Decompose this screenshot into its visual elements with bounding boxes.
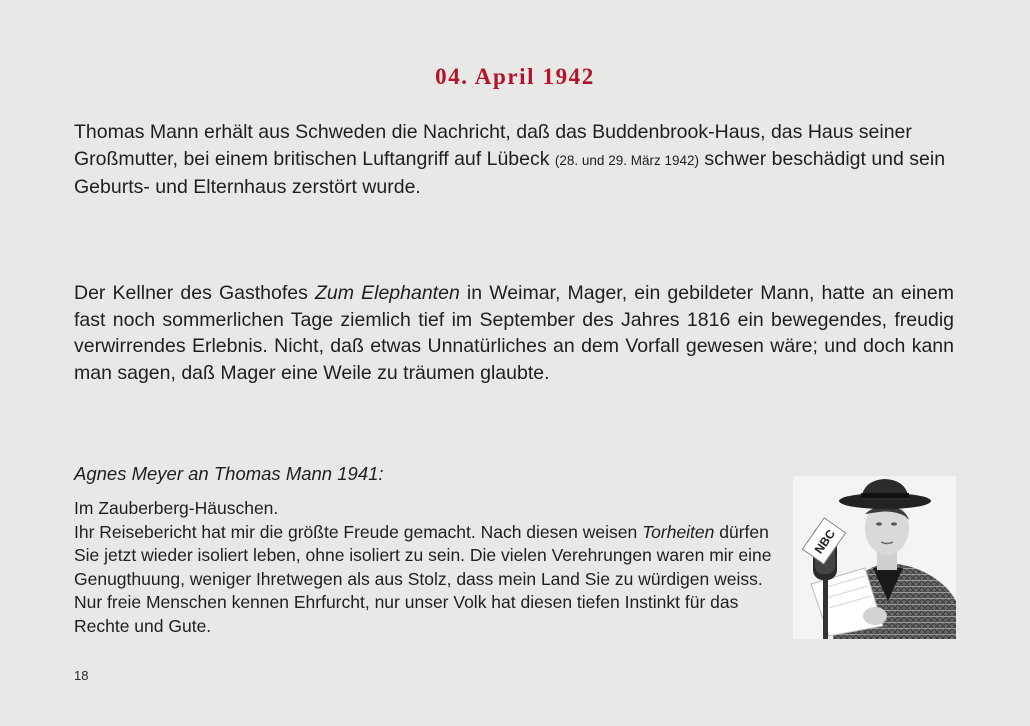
letter-heading: Agnes Meyer an Thomas Mann 1941: — [74, 463, 384, 484]
portrait-photo — [793, 476, 956, 639]
paragraph-text: Thomas Mann erhält aus Schweden die Nachricht, daß das Buddenbrook-Haus, das Haus seiner Großmutter, bei einem britischen Luftangriff auf Lübeck — [74, 121, 912, 170]
paragraph-buddenbrook-news — [74, 119, 954, 201]
date-note: (28. und 29. März 1942) — [554, 152, 699, 168]
portrait-illustration — [793, 476, 956, 639]
paragraph-text: schwer beschädigt und sein Geburts- und Elternhaus zerstört wurde. — [74, 147, 946, 198]
letter-salutation: Im Zauberberg-Häuschen. — [74, 498, 279, 518]
paragraph-text: in Weimar, Mager, ein gebildeter Mann, hatte an einem fast noch sommerlichen Tage ziemlich tief im September des Jahres 1816 ein bewegendes, freudig verwirrendes Erlebnis. Nicht, daß etwas Unnatürliches an dem Vorfall gewesen wäre; und doch kann man sagen, daß Mager eine Weile zu träumen glaubte. — [74, 282, 954, 384]
title-italic: Zum Elephanten — [314, 282, 460, 304]
letter-text: dürfen Sie jetzt wieder isoliert leben, ohne isoliert zu sein. Die vielen Verehrungen waren mir eine Genugthuung, weniger Ihretwegen als aus Stolz, dass mein Land Sie zu würdigen weiss. Nur freie Menschen kennen Ehrfurcht, nur unser Volk hat diesen tiefen Instinkt für das Rechte und Gute. — [74, 521, 772, 636]
mic-flag-label: NBC — [811, 526, 839, 557]
letter-body — [74, 497, 774, 638]
letter-text: Ihr Reisebericht hat mir die größte Freude gemacht. Nach diesen weisen — [74, 521, 643, 542]
paragraph-novel-excerpt — [74, 280, 954, 386]
letter-italic-word: Torheiten — [642, 521, 715, 542]
paragraph-text: Der Kellner des Gasthofes — [74, 282, 315, 304]
page-number: 18 — [74, 668, 89, 683]
date-heading: 04. April 1942 — [435, 64, 595, 89]
